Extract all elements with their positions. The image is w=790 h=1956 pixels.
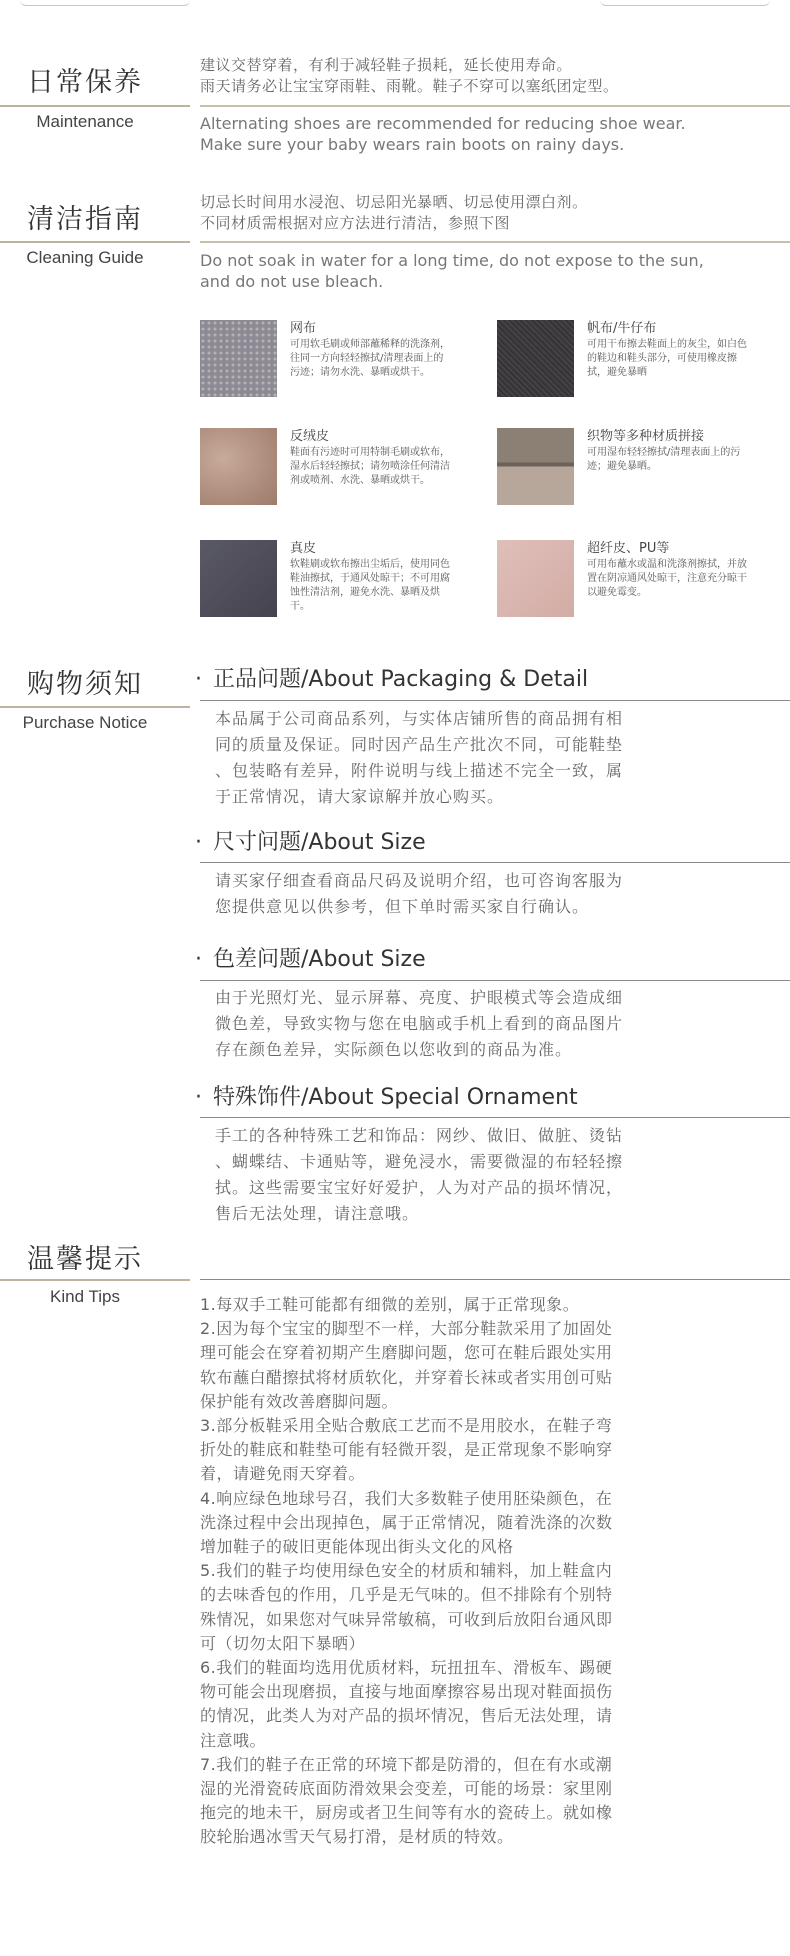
cleaning-zh-line: 切忌长时间用水浸泡、切忌阳光暴晒、切忌使用漂白剂。 xyxy=(200,193,588,211)
tip-line: 2.因为每个宝宝的脚型不一样，大部分鞋款采用了加固处 xyxy=(200,1319,613,1339)
maintenance-zh-line: 雨天请务必让宝宝穿雨鞋、雨靴。鞋子不穿可以塞纸团定型。 xyxy=(200,77,619,95)
tip-line: 4.响应绿色地球号召，我们大多数鞋子使用胚染颜色，在 xyxy=(200,1488,613,1508)
notice-line: 存在颜色差异，实际颜色以您收到的商品为准。 xyxy=(215,1040,573,1059)
notice-line: 微色差，导致实物与您在电脑或手机上看到的商品图片 xyxy=(215,1014,624,1033)
purchase-title-en: Purchase Notice xyxy=(22,713,148,732)
material-name: 超纤皮、PU等 xyxy=(587,541,670,556)
notice-line: 、蝴蝶结、卡通贴等，避免浸水，需要微湿的布轻轻擦 xyxy=(215,1152,624,1171)
tips-body xyxy=(200,1293,775,1850)
notice-line: 拭。这些需要宝宝好好爱护，人为对产品的损坏情况， xyxy=(215,1178,624,1197)
tip-line: 胶轮胎遇冰雪天气易打滑，是材质的特效。 xyxy=(200,1827,514,1847)
tip-line: 折处的鞋底和鞋垫可能有轻微开裂，是正常现象不影响穿 xyxy=(200,1440,613,1460)
tip-line: 拖完的地未干，厨房或者卫生间等有水的瓷砖上。就如橡 xyxy=(200,1803,613,1823)
notice-line: 、包装略有差异，附件说明与线上描述不完全一致，属 xyxy=(215,761,624,780)
cleaning-en-line: and do not use bleach. xyxy=(200,272,384,291)
tip-line: 殊情况，如果您对气味异常敏稿，可收到后放阳台通风即 xyxy=(200,1609,613,1629)
tip-line: 湿的光滑瓷砖底面防滑效果会变差，可能的场景：家里刚 xyxy=(200,1779,613,1799)
tips-title-zh: 温馨提示 xyxy=(27,1244,143,1275)
notice-line: 本品属于公司商品系列，与实体店铺所售的商品拥有相 xyxy=(215,709,624,728)
material-name: 真皮 xyxy=(290,541,317,556)
notice-line: 于正常情况，请大家谅解并放心购买。 xyxy=(215,787,505,806)
tip-line: 软布蘸白醋擦拭将材质软化，并穿着长袜或者实用创可贴 xyxy=(200,1367,613,1387)
material-desc: 软鞋刷或软布擦出尘垢后，使用同色鞋油擦拭，于通风处晾干；不可用腐蚀性清洁剂，避免水洗、暴晒及烘干。 xyxy=(290,559,450,612)
notice-line: 您提供意见以供参考，但下单时需买家自行确认。 xyxy=(215,897,590,916)
material-desc: 鞋面有污迹时可用特制毛刷或软布，湿水后轻轻擦拭；请勿喷涂任何清洁剂或喷剂、水洗、暴晒或烘干。 xyxy=(290,447,450,486)
notice-item-title: · 特殊饰件/About Special Ornament xyxy=(195,1085,578,1110)
cleaning-zh-line: 不同材质需根据对应方法进行清洁，参照下图 xyxy=(200,214,511,232)
maintenance-title-zh: 日常保养 xyxy=(27,67,143,98)
tip-line: 物可能会出现磨损，直接与地面摩擦容易出现对鞋面损伤 xyxy=(200,1682,613,1702)
material-name: 网布 xyxy=(290,321,317,336)
tips-title-rule xyxy=(0,1279,190,1281)
notice-line: 同的质量及保证。同时因产品生产批次不同，可能鞋垫 xyxy=(215,735,624,754)
tip-line: 可（切勿太阳下暴晒） xyxy=(200,1633,366,1653)
tip-line: 的情况，此类人为对产品的损坏情况，售后无法处理，请 xyxy=(200,1706,613,1726)
material-desc: 可用软毛刷或师部蘸稀释的洗涤剂，往同一方向轻轻擦拭/清理表面上的污迹；请勿水洗、暴晒或烘干。 xyxy=(290,339,450,378)
tip-line: 5.我们的鞋子均使用绿色安全的材质和辅料，加上鞋盒内 xyxy=(200,1561,613,1581)
cleaning-en-line: Do not soak in water for a long time, do not expose to the sun, xyxy=(200,251,704,270)
tip-line: 6.我们的鞋面均选用优质材料，玩扭扭车、滑板车、踢硬 xyxy=(200,1658,613,1678)
tip-line: 的去味香包的作用，几乎是无气味的。但不排除有个别特 xyxy=(200,1585,613,1605)
tip-line: 理可能会在穿着初期产生磨脚问题，您可在鞋后跟处实用 xyxy=(200,1343,613,1363)
tip-line: 着，请避免雨天穿着。 xyxy=(200,1464,366,1484)
material-desc: 可用布蘸水或温和洗涤剂擦拭，并放置在阴凉通风处晾干，注意充分晾干以避免霉变。 xyxy=(587,559,747,598)
tip-line: 增加鞋子的破旧更能体现出街头文化的风格 xyxy=(200,1537,514,1557)
tip-line: 1.每双手工鞋可能都有细微的差别，属于正常现象。 xyxy=(200,1295,580,1314)
material-name: 织物等多种材质拼接 xyxy=(587,429,705,444)
notice-line: 售后无法处理，请注意哦。 xyxy=(215,1204,420,1223)
notice-line: 由于光照灯光、显示屏幕、亮度、护眼模式等会造成细 xyxy=(215,988,624,1007)
cleaning-title-en: Cleaning Guide xyxy=(26,248,144,267)
tip-line: 保护能有效改善磨脚问题。 xyxy=(200,1391,399,1411)
material-desc: 可用湿布轻轻擦拭/清理表面上的污迹；避免暴晒。 xyxy=(587,447,741,472)
tip-line: 注意哦。 xyxy=(200,1730,267,1750)
maintenance-en-line: Make sure your baby wears rain boots on rainy days. xyxy=(200,135,625,154)
notice-line: 请买家仔细查看商品尺码及说明介绍，也可咨询客服为 xyxy=(215,871,624,890)
tips-title-en: Kind Tips xyxy=(50,1287,120,1306)
material-name: 反绒皮 xyxy=(290,429,330,444)
notice-item-title: · 色差问题/About Size xyxy=(195,947,426,972)
notice-item-title: · 尺寸问题/About Size xyxy=(195,830,426,855)
tip-line: 3.部分板鞋采用全贴合敷底工艺而不是用胶水，在鞋子弯 xyxy=(200,1416,613,1436)
tip-line: 7.我们的鞋子在正常的环境下都是防滑的，但在有水或潮 xyxy=(200,1754,613,1774)
notice-item-title: · 正品问题/About Packaging & Detail xyxy=(195,667,589,692)
material-desc: 可用干布擦去鞋面上的灰尘，如白色的鞋边和鞋头部分，可使用橡皮擦拭，避免暴晒 xyxy=(587,339,747,378)
tips-divider xyxy=(200,1279,790,1280)
notice-line: 手工的各种特殊工艺和饰品：网纱、做旧、做脏、烫钻 xyxy=(215,1126,624,1145)
tip-line: 洗涤过程中会出现掉色，属于正常情况，随着洗涤的次数 xyxy=(200,1512,613,1532)
material-name: 帆布/牛仔布 xyxy=(587,321,657,336)
maintenance-title-en: Maintenance xyxy=(36,112,134,131)
cleaning-title-zh: 清洁指南 xyxy=(27,204,143,235)
maintenance-en-line: Alternating shoes are recommended for reducing shoe wear. xyxy=(200,114,686,133)
purchase-title-zh: 购物须知 xyxy=(27,669,143,700)
maintenance-zh-line: 建议交替穿着，有利于减轻鞋子损耗，延长使用寿命。 xyxy=(200,56,573,74)
